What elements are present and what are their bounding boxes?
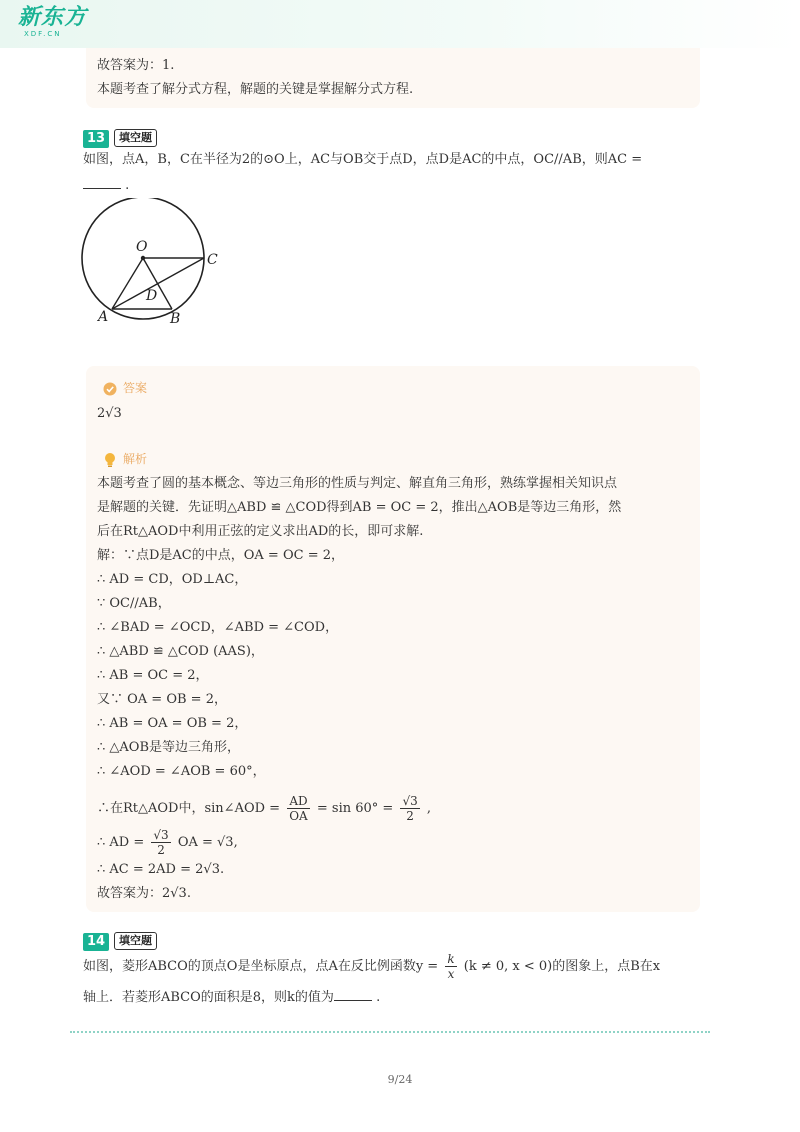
final-answer-line: 故答案为：2√3. bbox=[97, 886, 191, 901]
analysis-line: 后在Rt△AOD中利用正弦的定义求出AD的长，即可求解. bbox=[97, 524, 424, 539]
stem-part-a: 如图，菱形ABCO的顶点O是坐标原点，点A在反比例函数y = bbox=[83, 959, 439, 974]
analysis-line: ∴ △AOB是等边三角形， bbox=[97, 740, 241, 755]
analysis-line: 解：∵点D是AC的中点，OA = OC = 2， bbox=[97, 548, 344, 563]
fraction-ad-oa bbox=[287, 794, 310, 823]
label-d: D bbox=[146, 288, 158, 304]
analysis-line: 是解题的关键．先证明△ABD ≌ △COD得到AB = OC = 2，推出△AOB是等边三角形，然 bbox=[97, 500, 622, 515]
ad-suffix: OA = √3, bbox=[177, 835, 238, 850]
analysis-line: ∵ OC//AB， bbox=[97, 596, 171, 611]
analysis-line: ∴ ∠AOD = ∠AOB = 60°， bbox=[97, 764, 266, 779]
logo-text: 新东方 bbox=[18, 5, 88, 30]
question-type-tag: 填空题 bbox=[114, 129, 157, 147]
check-badge-icon bbox=[103, 382, 117, 396]
stem-line2-text: 轴上．若菱形ABCO的面积是8，则k的值为 bbox=[83, 990, 334, 1005]
fraction-numerator: k bbox=[447, 952, 455, 966]
segment-ac bbox=[112, 258, 204, 309]
analysis-line: ∴ △ABD ≌ △COD (AAS)， bbox=[97, 644, 264, 659]
lightbulb-icon bbox=[103, 452, 117, 468]
page-number: 9/24 bbox=[387, 1073, 413, 1086]
page-divider bbox=[70, 1031, 710, 1033]
label-c: C bbox=[207, 252, 218, 268]
analysis-line: ∴ AB = OC = 2， bbox=[97, 668, 209, 683]
ad-equation-line bbox=[97, 826, 238, 860]
header-bar bbox=[0, 0, 800, 48]
answer-blank[interactable] bbox=[83, 174, 121, 189]
answer-blank-line bbox=[83, 174, 129, 196]
fraction-root3-over-2 bbox=[151, 828, 170, 857]
analysis-line: ∴ AD = CD，OD⊥AC， bbox=[97, 572, 248, 587]
logo-subtext: XDF.CN bbox=[24, 30, 62, 38]
brand-logo bbox=[18, 6, 87, 38]
question-stem-line1 bbox=[83, 950, 660, 984]
blank-period: . bbox=[125, 178, 130, 193]
sin-suffix: , bbox=[426, 801, 432, 816]
fraction-root3-over-2 bbox=[400, 794, 419, 823]
ac-result-line: ∴ AC = 2AD = 2√3. bbox=[97, 862, 225, 877]
fraction-denominator: 2 bbox=[157, 843, 165, 857]
sin-mid: = sin 60° = bbox=[316, 801, 394, 816]
analysis-line: 本题考查了圆的基本概念、等边三角形的性质与判定、解直角三角形，熟练掌握相关知识点 bbox=[97, 476, 618, 491]
stem-part-b: (k ≠ 0, x < 0)的图象上，点B在x bbox=[463, 959, 661, 974]
question-number: 14 bbox=[83, 933, 109, 951]
point-o bbox=[141, 256, 145, 260]
fraction-denominator: 2 bbox=[406, 809, 414, 823]
question-type-tag: 填空题 bbox=[114, 932, 157, 950]
analysis-line: 又∵ OA = OB = 2， bbox=[97, 692, 227, 707]
fraction-numerator: √3 bbox=[402, 794, 418, 808]
fraction-denominator: x bbox=[447, 967, 455, 981]
answer-heading bbox=[103, 379, 147, 397]
question-stem: 如图，点A，B，C在半径为2的⊙O上，AC与OB交于点D，点D是AC的中点，OC//AB，则AC = bbox=[83, 152, 643, 167]
circle-figure bbox=[78, 198, 238, 328]
analysis-line: ∴ AB = OA = OB = 2， bbox=[97, 716, 248, 731]
prev-answer-line: 故答案为：1. bbox=[97, 58, 175, 73]
analysis-line: ∴ ∠BAD = ∠OCD，∠ABD = ∠COD， bbox=[97, 620, 339, 635]
question-stem-line2 bbox=[83, 986, 380, 1008]
prev-review-line: 本题考查了解分式方程，解题的关键是掌握解分式方程. bbox=[97, 82, 414, 97]
fraction-denominator: OA bbox=[289, 809, 308, 823]
label-b: B bbox=[170, 311, 181, 327]
label-a: A bbox=[98, 309, 109, 325]
segment-oa bbox=[112, 258, 143, 309]
sin-prefix: ∴在Rt△AOD中，sin∠AOD = bbox=[97, 801, 281, 816]
blank-period: . bbox=[376, 990, 381, 1005]
label-o: O bbox=[136, 239, 148, 255]
fraction-numerator: AD bbox=[287, 794, 310, 809]
ad-prefix: ∴ AD = bbox=[97, 835, 145, 850]
question-number: 13 bbox=[83, 130, 109, 148]
fraction-k-over-x bbox=[445, 952, 456, 981]
answer-value: 2√3 bbox=[97, 406, 122, 421]
answer-title: 答案 bbox=[123, 381, 148, 395]
fraction-numerator: √3 bbox=[153, 828, 169, 842]
answer-blank[interactable] bbox=[334, 986, 372, 1001]
analysis-title: 解析 bbox=[123, 452, 148, 466]
sin-equation-line bbox=[97, 792, 431, 826]
analysis-heading bbox=[103, 450, 147, 468]
